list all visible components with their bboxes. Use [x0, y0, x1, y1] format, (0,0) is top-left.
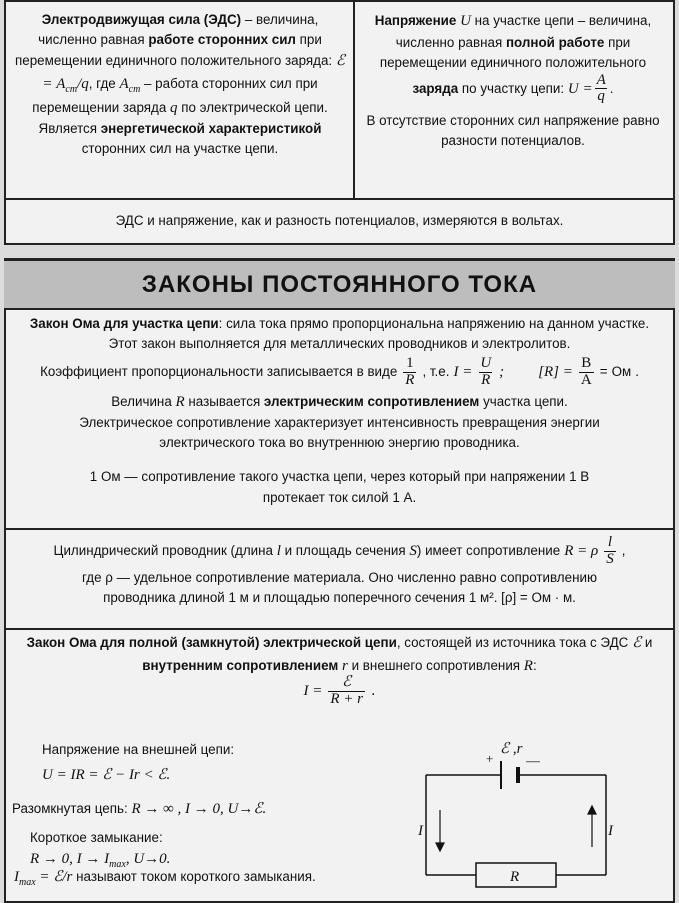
voltage-text-6: В отсутствие сторонних сил напряжение равно разности потенциалов. [366, 113, 660, 149]
emf-text-6: по электрической цепи. [177, 99, 328, 115]
full-ohm-term: Закон Ома для полной (замкнутой) электрической цепи [26, 635, 397, 650]
full-ohm-text-1: , состоящей из источника тока с ЭДС [396, 635, 633, 650]
svg-text:I: I [608, 823, 613, 839]
resistivity-text-2: и площадь сечения [280, 543, 410, 558]
ohm-text-5: называется [184, 393, 264, 409]
ohm-text-7: участка цепи. [479, 393, 568, 409]
voltage-text-1: на участке цепи – величина, численно равная [395, 13, 652, 50]
voltage-text-2: полной работе [505, 34, 605, 50]
full-ohm-text-2: и [641, 635, 653, 650]
volt-over-amp-fraction: $\frac{В}{А}$ [580, 355, 592, 388]
ohm-text-3: , т.е. [422, 364, 450, 380]
ohm-unit: Ом [611, 364, 632, 380]
full-ohm-block: Закон Ома для полной (замкнутой) электрической цепи, состоящей из источника тока с ЭДС ℰ и внутренним сопротивлением r и внешнего сопротивления R: [26, 635, 653, 674]
voltage-text-3: при перемещении единичного положительного [379, 34, 647, 70]
svg-text:—: — [526, 754, 540, 769]
open-circuit: Разомкнутая цепь: R → ∞ , I → 0, U→ℰ. [12, 801, 267, 817]
ohm-text-9: 1 Ом — сопротивление такого участка цепи, через который при напряжении 1 В протекает ток силой 1 А. [89, 469, 590, 505]
voltage-text-4: заряда [412, 80, 459, 96]
external-voltage-label: Напряжение на внешней цепи: [42, 742, 235, 757]
emf-text-8: энергетической характеристикой [100, 121, 322, 137]
external-voltage-formula: U = IR = ℰ − Ir < ℰ. [42, 767, 171, 784]
emf-formula: ℰ = $A_{ст}/q$ [42, 53, 345, 95]
resistivity-formula: R = ρ [564, 543, 599, 559]
resistance-unit-formula: [R] = [538, 364, 573, 381]
voltage-fraction: $\frac{A}{q}$ [596, 71, 606, 105]
emf-text-3: при перемещении единичного положительного заряда: [15, 32, 336, 69]
voltage-definition: Напряжение U на участке цепи – величина, численно равная полной работе при перемещении единичного положительного заряда по участку цепи: U = $\frac{A}{q}$ . В отсутствие сторонних сил напряжение равно разности потенциалов. [366, 13, 660, 149]
ohm-formula: I = [453, 364, 473, 381]
imax-definition: $I_{max}$ = ℰ/r называют током короткого замыкания. [14, 869, 316, 888]
voltage-formula: U = [567, 80, 593, 97]
l-over-s-fraction: $\frac{l}{S}$ [606, 534, 614, 567]
one-over-r-fraction: $\frac{1}{R}$ [405, 355, 415, 388]
emf-text-4: , где [88, 75, 120, 91]
ohm-segment: Закон Ома для участка цепи: сила тока прямо пропорциональна напряжению на данном участке. Этот закон выполняется для металлических проводников и электролитов. Коэффициент пропорциональности записывается в виде $\frac{1}{R}$ , т.е. I = $\frac{U}{R}$ ; [R] = $\frac{В}{А}$ = Ом . Величина R называется электрическим сопротивлением участка цепи. Электрическое сопротивление характеризует интенсивность превращения энергии электрического тока во внутреннюю энергию проводника. 1 Ом — сопротивление такого участка цепи, через который при напряжении 1 В протекает ток силой 1 А. [14, 314, 665, 508]
voltage-text-5: по участку цепи: [458, 80, 568, 96]
full-ohm-text-3: внутренним сопротивлением [142, 657, 339, 673]
short-circuit-label: Короткое замыкание: [30, 830, 163, 845]
ohm-text-1: : сила тока прямо пропорциональна напряжению на данном участке. Этот закон выполняется для металлических проводников и электролитов. [108, 316, 650, 352]
divider-2 [6, 628, 673, 630]
svg-text:R: R [510, 869, 520, 885]
vertical-divider [353, 2, 355, 198]
resistivity-text-4: где ρ — удельное сопротивление материала. Оно численно равно сопротивлению проводника длиной 1 м и площадью поперечного сечения 1 м². [ρ] = Ом · м. [82, 569, 597, 605]
svg-text:I: I [418, 823, 423, 839]
units-note: ЭДС и напряжение, как и разность потенциалов, измеряются в вольтах. [115, 213, 564, 228]
resistivity-block: Цилиндрический проводник (длина l и площадь сечения S) имеет сопротивление R = ρ $\frac{l}{S}$ , где ρ — удельное сопротивление материала. Оно численно равно сопротивлению проводника длиной 1 м и площадью поперечного сечения 1 м². [ρ] = Ом · м. [14, 535, 665, 608]
imax-text: называют током короткого замыкания. [76, 869, 316, 884]
ohm-text-2: Коэффициент пропорциональности записывается в виде [40, 364, 398, 380]
emf-text-1: – величина, численно равная [38, 12, 319, 48]
voltage-symbol: U [460, 13, 471, 29]
voltage-term: Напряжение [374, 13, 457, 28]
external-voltage [42, 740, 302, 787]
full-ohm-text-4: и внешнего сопротивления [347, 657, 524, 673]
open-circuit-label: Разомкнутая цепь: [12, 801, 128, 816]
u-over-r-fraction: $\frac{U}{R}$ [480, 355, 492, 388]
emf-term: Электродвижущая сила (ЭДС) [41, 12, 242, 27]
dc-laws-box [4, 310, 675, 903]
emf-text-9: сторонних сил на участке цепи. [81, 141, 279, 157]
section-title: ЗАКОНЫ ПОСТОЯННОГО ТОКА [4, 258, 675, 310]
emf-work-symbol: $A_{ст}$ [119, 75, 141, 95]
resistivity-text-3: ) имеет сопротивление [416, 543, 561, 558]
horizontal-divider [6, 198, 673, 200]
short-circuit: Короткое замыкание: R → 0, $I \to I_{max}$, U→0. [30, 828, 330, 872]
circuit-diagram [396, 741, 636, 895]
ohm-text-8: Электрическое сопротивление характеризует интенсивность превращения энергии электрического тока во внутреннюю энергию проводника. [79, 415, 600, 451]
emf-text-7: Является [38, 121, 101, 137]
ohm-term: Закон Ома для участка цепи [29, 316, 219, 331]
emf-voltage-box [4, 0, 675, 245]
resistivity-text-1: Цилиндрический проводник (длина [53, 543, 277, 558]
ohm-text-6: электрическим сопротивлением [263, 393, 480, 409]
full-ohm-formula: I = $\frac{\text{ℰ}}{R + r}$ . [303, 674, 376, 707]
charge-symbol: q [170, 99, 178, 116]
ohm-text-4: Величина [111, 393, 176, 409]
emf-label: ℰ ,r [500, 741, 523, 757]
emf-text-5: – работа сторонних сил при перемещении заряда [32, 75, 318, 115]
svg-text:+: + [486, 751, 494, 766]
emf-definition [12, 10, 348, 159]
emf-text-2: работе сторонних сил [148, 32, 296, 48]
divider-1 [6, 528, 673, 530]
